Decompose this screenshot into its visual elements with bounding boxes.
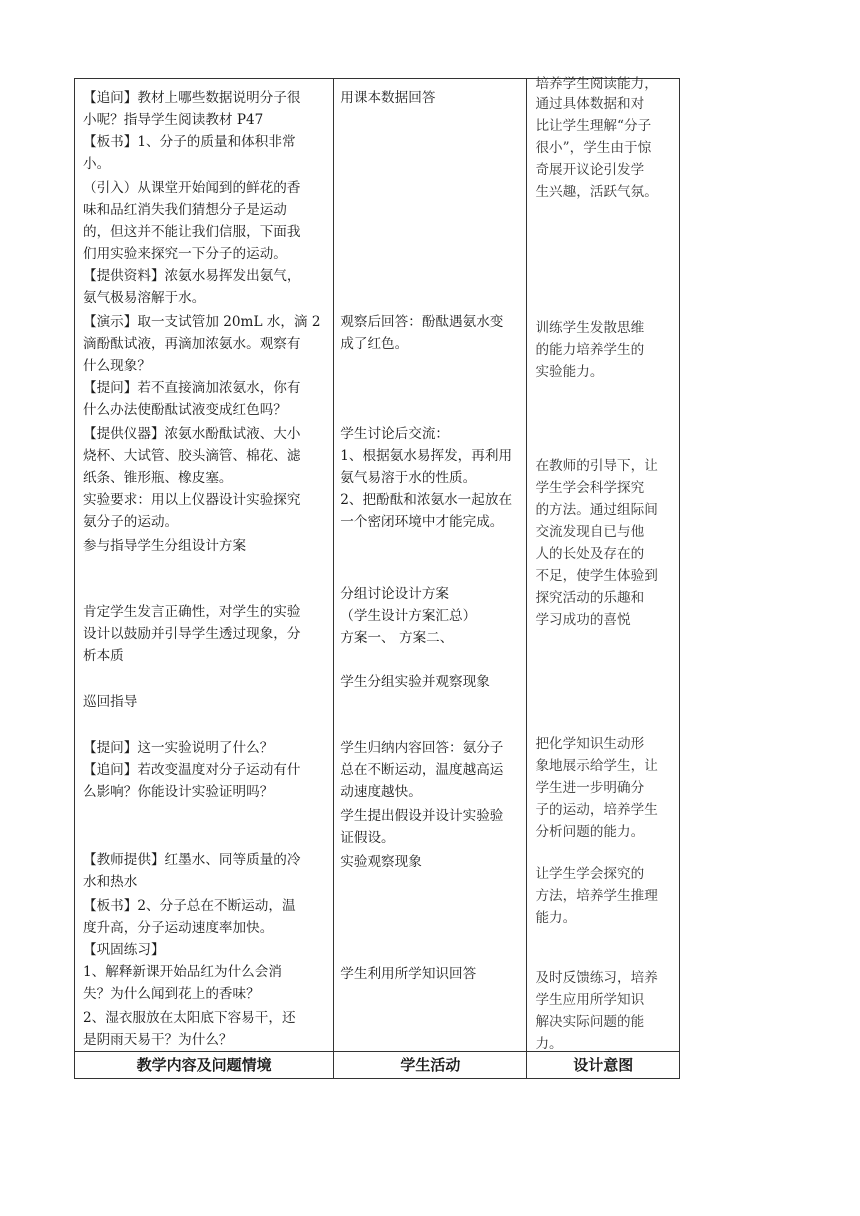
teaching-content-line: 【追问】若改变温度对分子运动有什 <box>83 762 301 778</box>
teaching-content-line: （引入）从课堂开始闻到的鲜花的香 <box>83 180 301 196</box>
student-activity-lines <box>334 79 526 1051</box>
student-activity-line: 动速度越快。 <box>340 784 422 800</box>
teaching-content-line: 什么现象？ <box>83 358 151 374</box>
teaching-content-line: 肯定学生发言正确性，对学生的实验 <box>83 604 301 620</box>
teaching-content-line: 什么办法使酚酞试液变成红色吗？ <box>83 402 287 418</box>
design-intent-line: 交流发现自已与他 <box>535 524 645 540</box>
design-intent-line: 及时反馈练习，培养 <box>535 970 658 986</box>
student-activity-line: 氨气易溶于水的性质。 <box>340 470 477 486</box>
teaching-content-line: 【教师提供】红墨水、同等质量的冷 <box>83 852 301 868</box>
teaching-content-line: 水和热水 <box>83 874 138 890</box>
student-activity-line: （学生设计方案汇总） <box>340 608 477 624</box>
design-intent-line: 不足，使学生体验到 <box>535 568 658 584</box>
content-row <box>75 79 680 1052</box>
design-intent-line: 象地展示给学生，让 <box>535 758 658 774</box>
design-intent-line: 的能力培养学生的 <box>535 342 645 358</box>
teaching-content-line: 烧杯、大试管、胶头滴管、棉花、滤 <box>83 448 301 464</box>
teaching-content-line: 【提问】这一实验说明了什么？ <box>83 740 274 756</box>
teaching-content-line: 小。 <box>83 156 111 172</box>
teaching-content-line: 设计以鼓励并引导学生透过现象，分 <box>83 626 301 642</box>
teaching-content-line: 们用实验来探究一下分子的运动。 <box>83 246 287 262</box>
design-intent-line: 解决实际问题的能 <box>535 1014 645 1030</box>
design-intent-lines <box>527 76 679 1052</box>
design-intent-line: 人的长处及存在的 <box>535 546 645 562</box>
header-teaching-content: 教学内容及问题情境 <box>75 1052 334 1079</box>
design-intent-line: 力。 <box>535 1036 563 1052</box>
design-intent-line: 训练学生发散思维 <box>535 320 645 336</box>
teaching-content-cell <box>75 79 334 1052</box>
student-activity-line: 学生提出假设并设计实验验 <box>340 808 504 824</box>
student-activity-line: 用课本数据回答 <box>340 90 436 106</box>
student-activity-line: 方案一、 方案二、 <box>340 630 454 646</box>
student-activity-line: 成了红色。 <box>340 336 409 352</box>
design-intent-cell <box>527 76 680 1052</box>
header-design-intent: 设计意图 <box>527 1052 680 1079</box>
teaching-content-line: 实验要求：用以上仪器设计实验探究 <box>83 492 301 508</box>
student-activity-line: 2、把酚酞和浓氨水一起放在 <box>340 492 513 508</box>
design-intent-line: 学生进一步明确分 <box>535 780 645 796</box>
teaching-content-line: 【板书】1、分子的质量和体积非常 <box>83 134 296 150</box>
teaching-content-line: 【巩固练习】 <box>83 942 165 958</box>
design-intent-line: 比让学生理解“分子 <box>535 118 652 134</box>
teaching-content-line: 滴酚酞试液，再滴加浓氨水。观察有 <box>83 336 301 352</box>
design-intent-line: 学生学会科学探究 <box>535 480 645 496</box>
design-intent-line: 探究活动的乐趣和 <box>535 590 645 606</box>
teaching-content-line: 味和品红消失我们猜想分子是运动 <box>83 202 287 218</box>
teaching-content-line: 纸条、锥形瓶、橡皮塞。 <box>83 470 233 486</box>
teaching-content-line: 【提供资料】浓氨水易挥发出氨气， <box>83 268 301 284</box>
design-intent-line: 在教师的引导下，让 <box>535 458 658 474</box>
design-intent-line: 方法，培养学生推理 <box>535 888 658 904</box>
student-activity-line: 学生利用所学知识回答 <box>340 966 477 982</box>
teaching-content-line: 是阴雨天易干？为什么？ <box>83 1032 233 1048</box>
teaching-content-line: 小呢？指导学生阅读教材 P47 <box>83 112 264 128</box>
student-activity-line: 总在不断运动，温度越高运 <box>340 762 504 778</box>
student-activity-line: 学生归纳内容回答：氨分子 <box>340 740 504 756</box>
teaching-content-lines <box>75 79 333 1051</box>
design-intent-line: 让学生学会探究的 <box>535 866 645 882</box>
teaching-content-line: 2、湿衣服放在太阳底下容易干，还 <box>83 1010 296 1026</box>
teaching-content-line: 析本质 <box>83 648 124 664</box>
teaching-content-line: 【演示】取一支试管加 20mL 水，滴 2 <box>83 314 321 330</box>
teaching-content-line: 氨气极易溶解于水。 <box>83 290 206 306</box>
teaching-content-line: 1、解释新课开始品红为什么会消 <box>83 964 282 980</box>
teaching-content-line: 巡回指导 <box>83 694 138 710</box>
student-activity-line: 分组讨论设计方案 <box>340 586 450 602</box>
lesson-plan-table <box>74 78 680 1079</box>
design-intent-line: 分析问题的能力。 <box>535 824 645 840</box>
design-intent-line: 学生应用所学知识 <box>535 992 645 1008</box>
teaching-content-line: 【提供仪器】浓氨水酚酞试液、大小 <box>83 426 301 442</box>
design-intent-line: 的方法。通过组际间 <box>535 502 658 518</box>
design-intent-line: 实验能力。 <box>535 364 604 380</box>
design-intent-line: 子的运动，培养学生 <box>535 802 658 818</box>
header-student-activity: 学生活动 <box>334 1052 527 1079</box>
design-intent-line: 能力。 <box>535 910 577 926</box>
design-intent-line: 培养学生阅读能力， <box>535 76 658 92</box>
student-activity-line: 证假设。 <box>340 830 395 846</box>
teaching-content-line: 么影响？你能设计实验证明吗？ <box>83 784 274 800</box>
design-intent-line: 奇展开议论引发学 <box>535 162 645 178</box>
student-activity-line: 1、根据氨水易挥发，再利用 <box>340 448 513 464</box>
design-intent-line: 通过具体数据和对 <box>535 96 645 112</box>
teaching-content-line: 的，但这并不能让我们信服，下面我 <box>83 224 301 240</box>
header-row <box>75 1052 680 1079</box>
student-activity-line: 实验观察现象 <box>340 854 422 870</box>
student-activity-line: 观察后回答：酚酞遇氨水变 <box>340 314 504 330</box>
teaching-content-line: 度升高，分子运动速度率加快。 <box>83 920 274 936</box>
teaching-content-line: 参与指导学生分组设计方案 <box>83 538 247 554</box>
student-activity-line: 学生分组实验并观察现象 <box>340 674 490 690</box>
student-activity-line: 一个密闭环境中才能完成。 <box>340 514 504 530</box>
design-intent-line: 学习成功的喜悦 <box>535 612 631 628</box>
design-intent-line: 生兴趣，活跃气氛。 <box>535 184 658 200</box>
student-activity-line: 学生讨论后交流： <box>340 426 450 442</box>
teaching-content-line: 【提问】若不直接滴加浓氨水，你有 <box>83 380 301 396</box>
design-intent-line: 把化学知识生动形 <box>535 736 645 752</box>
teaching-content-line: 【板书】2、分子总在不断运动，温 <box>83 898 296 914</box>
teaching-content-line: 失？为什么闻到花上的香味？ <box>83 986 260 1002</box>
teaching-content-line: 氨分子的运动。 <box>83 514 179 530</box>
design-intent-line: 很小”，学生由于惊 <box>535 140 652 156</box>
teaching-content-line: 【追问】教材上哪些数据说明分子很 <box>83 90 301 106</box>
student-activity-cell <box>334 79 527 1052</box>
